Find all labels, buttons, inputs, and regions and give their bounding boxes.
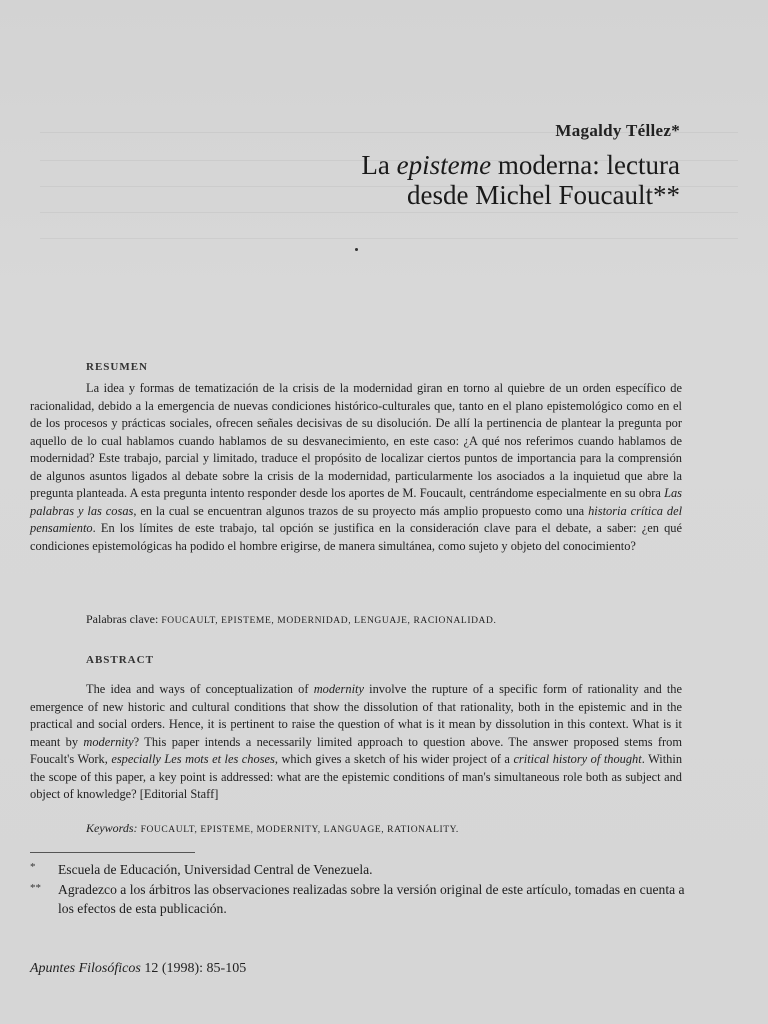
abstract-critical-history: critical history of thought	[513, 752, 642, 766]
abstract-modernity-1: modernity	[313, 682, 364, 696]
resumen-text-mid: , en la cual se encuentran algunos trazos de su proyecto más amplio propuesto como una	[133, 503, 589, 518]
abstract-text-2: involve the rupture of a specific form of rationality and the emergence of new historic and cultural conditions that show the dissolution of that rationality, both in the epistemic and in the practical and social orders. Hence, it is pertinent to raise the question of what is it mean by dissolution in this context. What is it meant by	[30, 682, 682, 749]
abstract-text-5: . Within the scope of this paper, a key point is addressed: what are the epistemic conditions of man's simultaneous role both as subject and object of knowledge? [Editorial Staff]	[30, 752, 683, 801]
journal-citation	[30, 961, 246, 977]
title-italic: episteme	[396, 150, 492, 180]
abstract-especially: especially Les mots et les choses	[111, 752, 275, 766]
resumen-work-title: Las palabras y las cosas	[30, 486, 682, 518]
resumen-paragraph	[30, 380, 682, 555]
footnote-mark-2: **	[30, 882, 41, 894]
ornament-dot	[355, 248, 358, 251]
footnote-mark-1: *	[30, 861, 36, 873]
footnote-1: Escuela de Educación, Universidad Central de Venezuela.	[58, 862, 373, 877]
abstract-paragraph	[30, 681, 682, 804]
title-line2: desde Michel Foucault**	[407, 180, 680, 210]
article-title	[361, 150, 680, 210]
footnote-2: Agradezco a los árbitros las observaciones realizadas sobre la versión original de este artículo, tomadas en cuenta a los efectos de esta publicación.	[58, 882, 685, 916]
resumen-text-end: . En los límites de este trabajo, tal opción se justifica en la consideración clave para el debate, a saber: ¿en qué condiciones epistemológicas ha podido el hombre erigirse, de manera simultánea, como sujeto y objeto del conocimiento?	[30, 521, 682, 553]
title-line1-rest: moderna: lectura	[491, 150, 680, 180]
resumen-text: La idea y formas de tematización de la crisis de la modernidad giran en torno al quiebre de un orden específico de racionalidad, debido a la emergencia de nuevas condiciones histórico-culturales que, tanto en el plano epistemológico como en el de los procesos y prácticas sociales, ofrecen señales decisivas de su disolución. De allí la pertinencia de plantear la pregunta por aquello de lo cual hablamos cuando hablamos de su desvanecimiento, en este caso: ¿A qué nos referimos cuando hablamos de modernidad? Este trabajo, parcial y limitado, traduce el propósito de localizar ciertos puntos de importancia para la comprensión de algunos asuntos ligados al debate sobre la crisis de la modernidad, particularmente los asociados a la inquietud que abre la pregunta planteada. A esta pregunta intento responder desde los aportes de M. Foucault, centrándome especialmente en su obra	[30, 381, 682, 500]
resumen-keywords	[86, 612, 496, 627]
journal-name: Apuntes Filosóficos	[30, 961, 141, 976]
footnote-rule	[30, 852, 195, 853]
resumen-keywords-list: FOUCAULT, EPISTEME, MODERNIDAD, LENGUAJE, RACIONALIDAD.	[161, 616, 497, 626]
abstract-modernity-2: modernity	[83, 734, 134, 749]
author-name: Magaldy Téllez*	[555, 121, 680, 140]
abstract-heading: ABSTRACT	[86, 654, 154, 666]
abstract-keywords	[86, 821, 459, 836]
abstract-text-4: , which gives a sketch of his wider project of a	[274, 752, 514, 766]
abstract-text-3: ? This paper intends a necessarily limited approach to question above. The answer proposed stems from Foucalt's Work,	[30, 734, 682, 766]
abstract-keywords-list: FOUCAULT, EPISTEME, MODERNITY, LANGUAGE, RATIONALITY.	[140, 825, 459, 835]
title-prefix: La	[361, 150, 397, 180]
journal-issue-pages: 12 (1998): 85-105	[140, 961, 247, 976]
resumen-project-title: historia crítica del pensamiento	[30, 503, 683, 535]
abstract-text-1: The idea and ways of conceptualization of	[86, 682, 314, 696]
show-through-line	[40, 212, 738, 213]
resumen-heading: RESUMEN	[86, 361, 149, 373]
resumen-keywords-label: Palabras clave:	[86, 612, 159, 626]
show-through-line	[40, 238, 738, 239]
abstract-keywords-label: Keywords:	[86, 821, 138, 835]
